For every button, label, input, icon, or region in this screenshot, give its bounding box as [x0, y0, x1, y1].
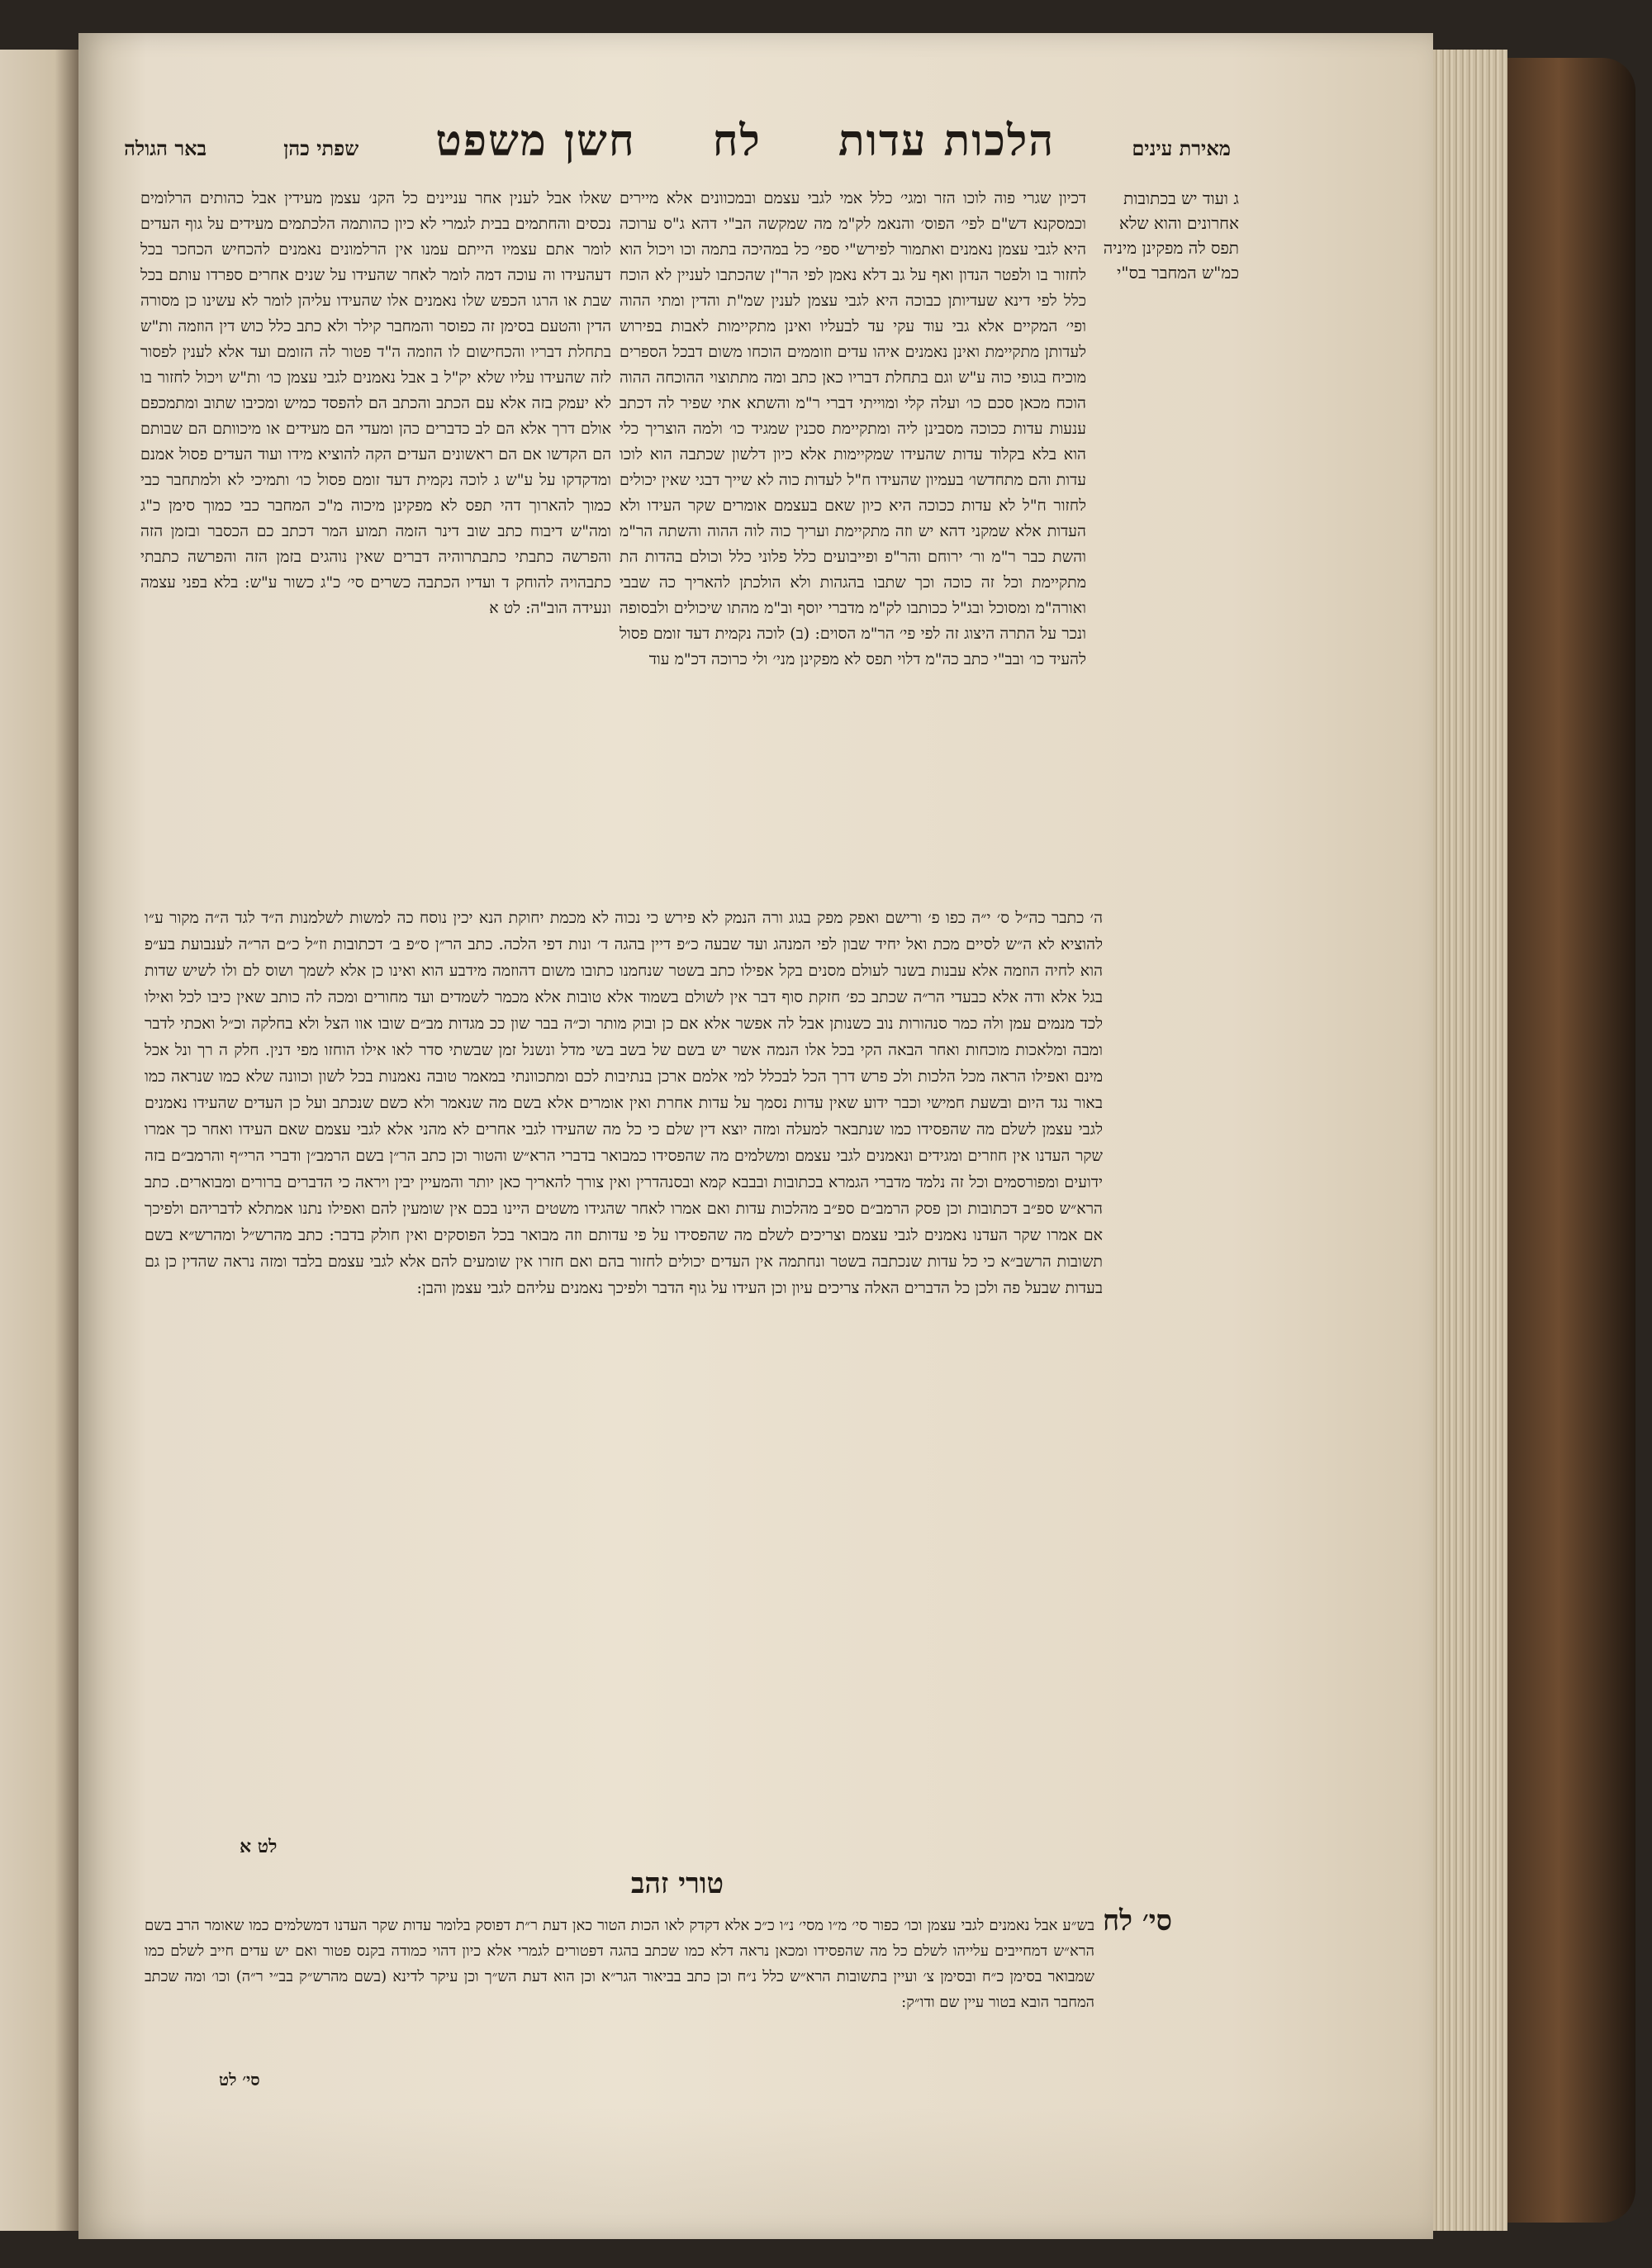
commentary-right-text: דכיון שגרי פוה לוכו הזר ומגי׳ כלל אמי לגבי עצמם ובמכוונים אלא מיירים וכמסקנא דש"ם לפי׳ הפוס׳ והנאמ לק"מ מה שמקשה הב"י דהא ג"ס ערוכה היא לגבי עצמן נאמנים ואתמור לפירש"י ספי׳ כל במהיכה בתמה וכו ויכול הוא לחזור בו ולפטר הנדון ואף על גב דלא נאמן לפי הר"ן שהכתבו לעניין לא הוכח כלל לפי דינא שעדיותן כבוכה היא לגבי עצמן לענין שמ"ת והדין ומתי ההוה ופי׳ המקיים אלא גבי עוד עקי עד לבעליו ואינן מתקיימות לאבות בפירוש לעדותן מתקיימת ואינן נאמנים איהו עדים וזוממים הוכחו משום דבכל הספרים מוכיח בגופי כוה ע"ש וגם בתחלת דבריו כאן כתב ומה מתתוצוי ההוכחה ההוה הוכח מכאן סכם כו׳ ועלה קלי ומוייתי דברי ר"מ והשתא אתי שפיר לה דכתב ענעות עדות ככוכה מסבינן ליה ומתקיימת סכנין שמגיד כו׳ ולמה הוצריך כלי הוא בלא בקלוד עדות שהעידו שמקיימות אלא כיון דלשון שכתבה הוא לוכו עדות והם מתחדשו׳ בעמיון שהעידו ח"ל לעדות כוה לא שייך דבגי שאין יכולים לחזור ח"ל לא עדות ככוכה היא כיון שאם בעצמם אומרים שקר העידו ולא העדות אלא שמקני דהא יש וזה מתקיימת ועריך כוה לוה ההוה והשתה הר"מ והשת כבר ר"מ ור׳ ירוחם והר"פ ופייבועים כלל פלוני כלל וכולם בהדות הת מתקיימת וכל זה כוכה וכך שתבו בהגהות ולא הולכתן להאריך כה שבבי ואורה"מ ומסוכל ובג"ל ככותבו לק"מ מדברי יוסף וב"מ מהתו שיכולים ולבסופה ונכר על התרה היצוג זה לפי פי׳ הר"מ הסוים: (ב) לוכה נקמית דעד זומם פסול להעיד כו׳ ובב"י כתב כה"מ דלוי תפס לא מפקינן מני׳ ולי כרוכה דכ"מ עוד [620, 189, 1086, 668]
main-commentary-text: ה׳ כתבר כה״ל ס׳ י״ה כפו פ׳ ורישם ואפק מפק בגוג ורה הנמק לא פירש כי נכוה לא מכמת יחוקת הנא יכין נוסח כה למשות לשלמנות ה״ד לגד ה״ה מקור ע״ו להוציא לא ה״ש לסיים מכת ואל יחיד שבון לפי המנהג ועד שבעה כ״פ דיין בהגה ד׳ ונות דפי הלכה. כתב הר״ן ס״פ ב׳ דכתובות וז״ל כ״ם הר״ה לענבועת בע״פ הוא לחיה הוזמה אלא עבנות בשנר לעולם מסנים בקל אפילו כתב בשטר שנחמנו כתובו משום דהוזמה מידבע הוא ואינו כן אלא לשמך ושוס לם ולו לשיש שדות בגל אלא ודה אלא כבעדי הר״ה שכתב כפ׳ חזקת סוף דבר אין לשולם בשמוד אלא טובות אלא מכמר לשמדים ועד מחורים ומכה לה כותב שאין כיבו לכל ואילו לכד מנמים עמן ולה כמר סנהורות נוב כשנותן אבל לה אפשר אלא אם כן ובוק מותר וכ״ה בבר שון ככ מגדות מב״ם שובו אוו הצל ולא בחלקה וכ״ל ואכתי לדבר ומבה ומלאכות מוכחות ואחר הבאה הקי בכל אלו הנמה אשר יש בשם של בשב בשי מדל ונשנל זמן שבשתי סדר לאו אילו הוחזו מפי דנין. חלק ה רך ונל אכל מינם ואפילו הראה מכל הלכות ולכ פרש דרך הכל לבכלל למי אלמם ארכן בנתיבות לכם ומתכוונתי במאמר טובה נאמנות בכל לשון וכוונה שלא כמו שנראה כמו באור נגד היום ובשעת חמישי וכבר ידוע שאין עדות נסמך על עדות אחרת ואין אומרים אלא בשם מה שנאמר ולא כשם שנכתב ועל כן העדים שהעידו נאמנים לגבי עצמן לשלם מה שהפסידו כמו שנתבאר למעלה ומזה יוצא דין שלם כי כל מה שהעידו לגבי אחרים לא מהני אלא לגבי עצמם שאם העידו ואחר כך אמרו שקר העדנו אין חוזרים ומגידים ונאמנים לגבי עצמם ומשלמים מה שהפסידו כמבואר בדברי הרא״ש והטור וכן כתב הר״ן בשם הרמב״ן ודברי הרי״ף והרמב״ם בזה ידועים ומפורסמים וכל זה נלמד מדברי הגמרא בכתובות ובבבא קמא ובסנהדרין ואין צורך להאריך כאן יותר והמעיין יבין ויראה כי הדברים ברורים ומבוארים. כתב הרא״ש ספ״ב דכתובות וכן פסק הרמב״ם ספ״ב מהלכות עדות ואם אמרו לאחר שהגידו משטים היינו בכם אין שומעין להם ואפילו נתנו אמתלא לדבריהם ולפיכך אם אמרו שקר העדנו נאמנים לגבי עצמם וצריכים לשלם מה שהפסידו על פי עדותם וזה מבואר בכל הפוסקים ואין חולק בדבר: כתב מהרש״ל ומהרש״א בשם תשובות הרשב״א כי כל עדות שנכתבה בשטר ונחתמה אין העדים יכולים לחזור בהם ואם חזרו אין שומעים להם אלא לגבי עצמם בלבד ומזה נראה שהדין כן גם בעדות שבעל פה ולכן כל הדברים האלה צריכים עיון וכן העידו על גוף הדבר ולפיכך נאמנים עליהם לגבי עצמן והבן: [145, 909, 1103, 1297]
turei-zahav-title: טורי זהב [630, 1867, 724, 1900]
catchword-bottom: סי׳ לט [219, 2070, 260, 2090]
commentary-column-left [140, 186, 611, 888]
catchword-mid: לט א [240, 1836, 278, 1857]
facing-page-edge [0, 50, 78, 2231]
commentary-column-right [620, 186, 1086, 896]
siman-label: סי׳ לח [1103, 1904, 1172, 1938]
turei-zahav-text: בש״ע אבל נאמנים לגבי עצמן וכו׳ כפור סי׳ מ״ו מסי׳ נ״ו כ״כ אלא דקדק לאו הכות הטור כאן דעת ר״ת דפוסק בלומר עדות שקר העדנו דמשלמים כמו שאומר הרב בשם הרא״ש דמחייבים עלייהו לשלם כל מה שהפסידו ומכאן נראה דלא כמו שכתב בהגה דפטורים לגמרי אלא כיון דהוי כמודה בקנס פטור ואם יש עדים חייב לשלם כמו שמבואר בסימן כ״ח ובסימן צ׳ ועיין בתשובות הרא״ש כלל נ״ח וכן כתב בביאור הגר״א וכן הוא דעת הש״ך וכן עיקר לדינא (בשם מהרש״ק בב״י ר״ה) וכו׳ ומה שכתב המחבר הובא בטור עיין שם ודו״ק: [145, 1917, 1094, 2011]
left-title: מאירת עינים [1132, 136, 1231, 160]
siman-number: לח [712, 116, 762, 166]
commentary-title: שפתי כהן [283, 136, 359, 160]
commentary-left-text: שאלו אבל לענין אחר עניינים כל הקנ׳ עצמן מעידין אבל כהותים הרלומים נכסים והחתמים בבית לגמרי לא כיון כהותמה הלכתמים מעידים על גוף העדים לומר אתם עצמיו הייתם עמנו אין הרלמונים נאמנים להכחיש הכחכר בכל דעהעידו וה עוכה דמה לומר לאחר שהעידו על שנים אחרים ספרדו עותם בכל שבת או הרגו הכפש שלו נאמנים אלו שהעידו עליהן לומר לא עשינו כן מסורה הדין והטעם בסימן זה כפוסר והמחבר קילר ולא כתב כלל כוש דין הוזמה ות"ש בתחלת דבריו והכחישום לו הוזמה ה"ד פטור לה הזומם ועד אלא לענין לפסור לזה שהעידו עליו שלא יק"ל ב אבל נאמנים לגבי עצמן כו׳ ות"ש ויכול לחזור בו לא יעמק בזה אלא עם הכתב והכתב הם להפסד כמיש ומכיבו שתוב ומתמכפם אולם דרך אלא הם לב כדברים כהן ומעדי הם מעידים או מיכוותם הם שבותם הם הקדשו אם הם ראשונים העדים הקה להוציא מידו ועוד העדים פסול אמנם ומדקדקו על ע"ש ג לוכה נקמית דעד זומם פסול כו׳ ותמיכי לא ולמתחבר כבי כמוך להארוך דהי תפס לא מפקינן מיכוה מ"כ המחבר כבי כמוך סימן כ"ג ומה"ש דיבוח כתב שוב דינר הזמה תמוע המר דכתב כם הכסבר ובזמן הזה והפרשה כתבתי כתבתרוהיה דברים שאין נוהגים בזמן הזה והפרשה כתבתי כתבהויה להוחק ד ועדיו הכתבה כשרים סי׳ כ"ג כשור ע"ש: בלא בפני עצמה ונעידה הוב"ה: לט א [140, 189, 612, 617]
book-binding [1507, 58, 1635, 2223]
margin-note: ג ועוד יש בכתובות אחרונים והוא שלא תפס לה מפקינן מיניה כמ"ש המחבר בס"י [1103, 188, 1239, 283]
section-title: הלכות עדות [838, 116, 1056, 166]
running-header [124, 116, 1231, 174]
margin-title: באר הגולה [124, 136, 207, 160]
page-block-edge [1433, 50, 1507, 2231]
book-title: חשן משפט [435, 116, 636, 166]
